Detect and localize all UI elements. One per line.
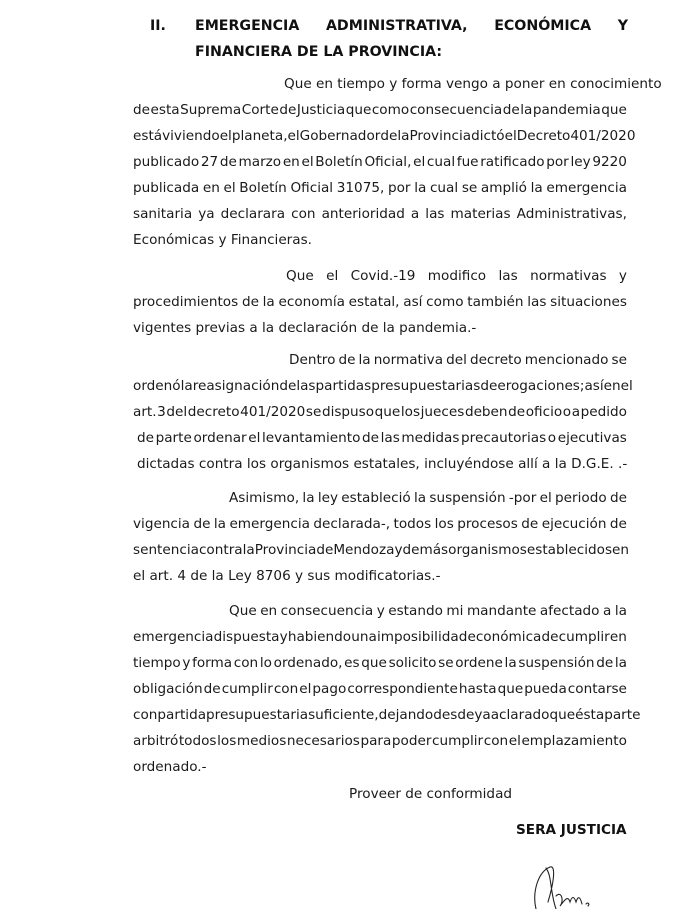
paragraph-line: obligación de cumplir con el pago correspondiente hasta que pueda contarse	[133, 681, 627, 697]
paragraph	[133, 485, 630, 589]
paragraph-line: de esta Suprema Corte de Justicia que como consecuencia de la pandemia que	[133, 102, 627, 118]
paragraph-line: con partida presupuestaria suficiente, dejando desde ya aclarado que ésta parte	[133, 707, 641, 723]
paragraph-line: vigentes previas a la declaración de la pandemia.-	[133, 320, 477, 336]
section-title-line-2: FINANCIERA DE LA PROVINCIA:	[195, 44, 443, 60]
paragraph-line: publicada en el Boletín Oficial 31075, por la cual se amplió la emergencia	[133, 180, 627, 196]
section-title-word: Y	[617, 18, 628, 34]
paragraph-line: sentencia contra la Provincia de Mendoza y demás organismos establecidos en	[133, 542, 630, 558]
paragraph-line: Que en consecuencia y estando mi mandante afectado a la	[229, 603, 627, 619]
paragraph-line: publicado 27 de marzo en el Boletín Oficial, el cual fue ratificado por ley 9220	[133, 154, 627, 170]
paragraph-line: Dentro de la normativa del decreto mencionado se	[289, 352, 627, 368]
section-title-word: EMERGENCIA	[195, 18, 300, 34]
section-title-word: ECONÓMICA	[494, 18, 592, 34]
closing-phrase: Proveer de conformidad	[349, 786, 513, 802]
paragraph-line: Que el Covid.-19 modifico las normativas y	[286, 268, 627, 284]
paragraph-line: sanitaria ya declarara con anterioridad a las materias Administrativas,	[133, 206, 627, 222]
paragraph	[133, 347, 633, 477]
paragraph-line: emergencia dispuesta y habiendo una imposibilidad económica de cumplir en	[133, 629, 627, 645]
paragraph-line: el art. 4 de la Ley 8706 y sus modificatorias.-	[133, 568, 441, 584]
paragraph-line: dictadas contra los organismos estatales, incluyéndose allí a la D.G.E. .-	[137, 456, 628, 472]
paragraph-line: arbitró todos los medios necesarios para poder cumplir con el emplazamiento	[133, 733, 627, 749]
paragraph-line: de parte ordenar el levantamiento de las medidas precautorias o ejecutivas	[137, 430, 627, 446]
paragraph	[133, 263, 627, 341]
paragraph-line: está viviendo el planeta, el Gobernador de la Provincia dictó el Decreto 401/2020	[133, 128, 636, 144]
paragraph-line: Asimismo, la ley estableció la suspensión -por el periodo de	[229, 490, 627, 506]
section-title-line-1	[195, 18, 628, 34]
paragraph-line: Que en tiempo y forma vengo a poner en conocimiento	[284, 76, 662, 92]
handwritten-signature	[528, 862, 618, 909]
paragraph-line: tiempo y forma con lo ordenado, es que solicito se ordene la suspensión de la	[133, 655, 627, 671]
section-title-word: ADMINISTRATIVA,	[325, 18, 468, 34]
section-number: II.	[150, 18, 166, 34]
paragraph-line: art. 3 del decreto 401/2020 se dispuso que los jueces deben de oficio o a pedido	[133, 404, 627, 420]
paragraph-line: Económicas y Financieras.	[133, 232, 313, 248]
paragraph-line: ordenado.-	[133, 759, 207, 775]
paragraph-line: vigencia de la emergencia declarada-, todos los procesos de ejecución de	[133, 516, 627, 532]
paragraph	[133, 598, 641, 780]
paragraph-line: ordenó la reasignación de las partidas presupuestarias de erogaciones; así en el	[133, 378, 633, 394]
paragraph	[133, 71, 662, 253]
paragraph-line: procedimientos de la economía estatal, así como también las situaciones	[133, 294, 627, 310]
sign-off: SERA JUSTICIA	[516, 822, 627, 838]
